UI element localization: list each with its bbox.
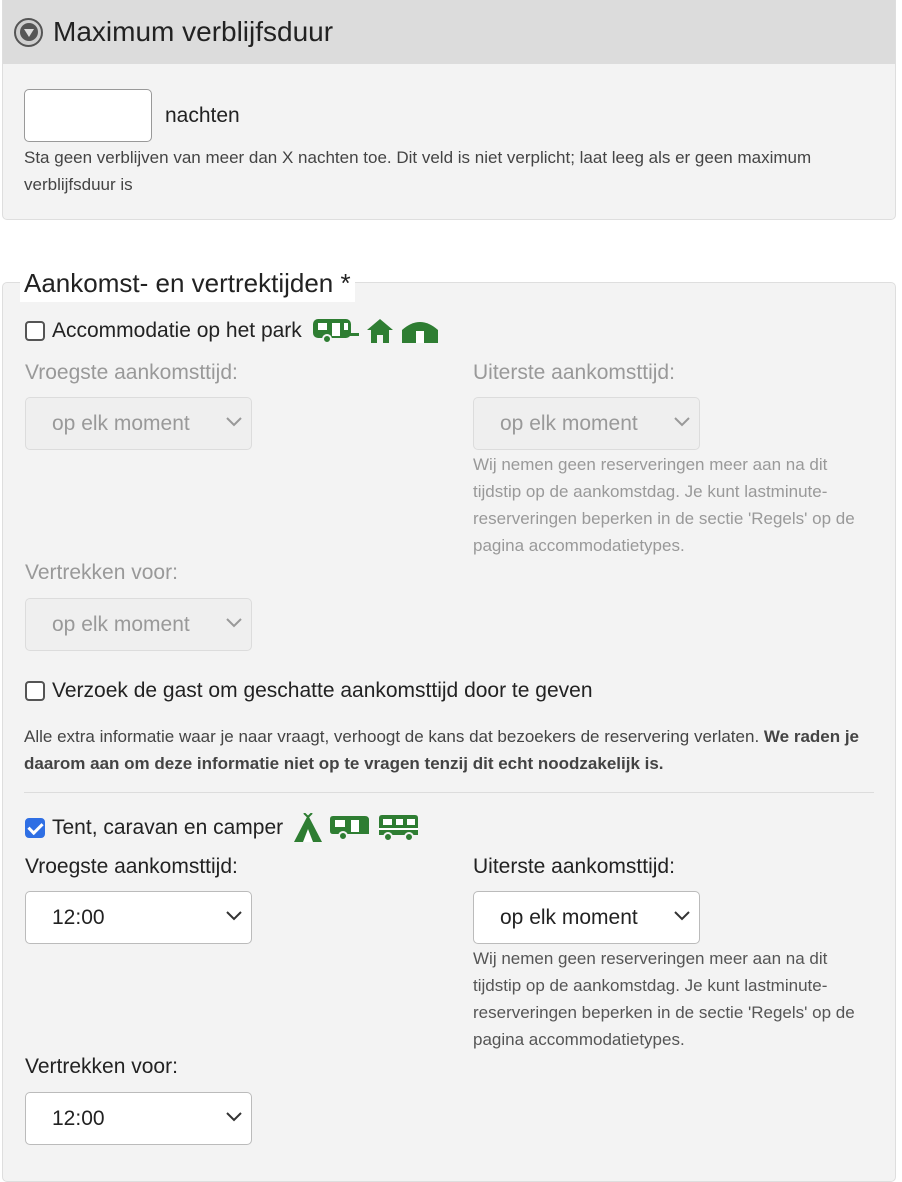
accommodation-departure-label: Vertrekken voor: (25, 561, 178, 584)
accommodation-departure-select[interactable] (25, 598, 252, 651)
section-divider (24, 792, 874, 793)
chevron-down-icon (225, 617, 243, 629)
accommodation-latest-label: Uiterste aankomsttijd: (473, 361, 675, 384)
camping-latest-help: Wij nemen geen reserveringen meer aan na dit tijdstip op de aankomstdag. Je kunt lastminute-reserveringen beperken in de sectie 'Regels' op de pagina accommodatietypes. (473, 949, 855, 1049)
chevron-down-icon (225, 1111, 243, 1123)
accommodation-latest-help: Wij nemen geen reserveringen meer aan na dit tijdstip op de aankomstdag. Je kunt lastminute-reserveringen beperken in de sectie 'Regels' op de pagina accommodatietypes. (473, 455, 855, 555)
chevron-down-icon (225, 416, 243, 428)
chevron-down-icon (673, 910, 691, 922)
camping-label: Tent, caravan en camper (52, 816, 284, 839)
house-icon (366, 318, 394, 344)
max-stay-title: Maximum verblijfsduur (53, 16, 334, 47)
collapse-toggle-icon[interactable] (14, 18, 43, 47)
max-stay-help: Sta geen verblijven van meer dan X nachten toe. Dit veld is niet verplicht; laat leeg als er geen maximum verblijfsduur is (24, 148, 812, 194)
camping-earliest-label: Vroegste aankomsttijd: (25, 855, 238, 878)
caravan-icon (329, 814, 371, 842)
nights-unit-label: nachten (165, 103, 240, 127)
camping-departure-select[interactable] (25, 1092, 252, 1145)
accommodation-row (25, 318, 440, 344)
camping-checkbox[interactable] (25, 818, 45, 838)
accommodation-earliest-value: op elk moment (52, 411, 190, 435)
max-stay-header[interactable] (3, 0, 895, 64)
camping-earliest-select[interactable] (25, 891, 252, 944)
yurt-icon (400, 318, 440, 344)
estimate-warning (24, 723, 874, 777)
estimate-row (25, 679, 593, 703)
camping-departure-label: Vertrekken voor: (25, 1055, 178, 1078)
camping-icons (293, 813, 419, 843)
arrival-departure-title: Aankomst- en vertrektijden * (20, 264, 355, 302)
caravan-icon (312, 318, 360, 344)
max-nights-input[interactable] (24, 89, 152, 142)
accommodation-latest-select[interactable] (473, 397, 700, 450)
accommodation-departure-value: op elk moment (52, 612, 190, 636)
accommodation-latest-value: op elk moment (500, 411, 638, 435)
accommodation-checkbox[interactable] (25, 321, 45, 341)
tent-icon (293, 813, 323, 843)
camper-icon (377, 814, 419, 842)
camping-earliest-value: 12:00 (52, 905, 105, 929)
accommodation-earliest-select[interactable] (25, 397, 252, 450)
camping-latest-value: op elk moment (500, 905, 638, 929)
accommodation-label: Accommodatie op het park (52, 319, 302, 342)
estimate-warning-text: Alle extra informatie waar je naar vraagt, verhoogt de kans dat bezoekers de reservering verlaten. (24, 727, 760, 746)
estimate-checkbox[interactable] (25, 681, 45, 701)
camping-row (25, 813, 419, 843)
chevron-down-icon (225, 910, 243, 922)
accommodation-icons (312, 318, 440, 344)
camping-latest-label: Uiterste aankomsttijd: (473, 855, 675, 878)
chevron-down-icon (673, 416, 691, 428)
camping-latest-select[interactable] (473, 891, 700, 944)
camping-departure-value: 12:00 (52, 1106, 105, 1130)
accommodation-earliest-label: Vroegste aankomsttijd: (25, 361, 238, 384)
nights-row (24, 89, 240, 142)
estimate-warning-bold: We raden je daarom aan om deze informatie niet op te vragen tenzij dit echt noodzakelijk is. (24, 727, 860, 773)
estimate-label: Verzoek de gast om geschatte aankomsttijd door te geven (52, 679, 593, 702)
